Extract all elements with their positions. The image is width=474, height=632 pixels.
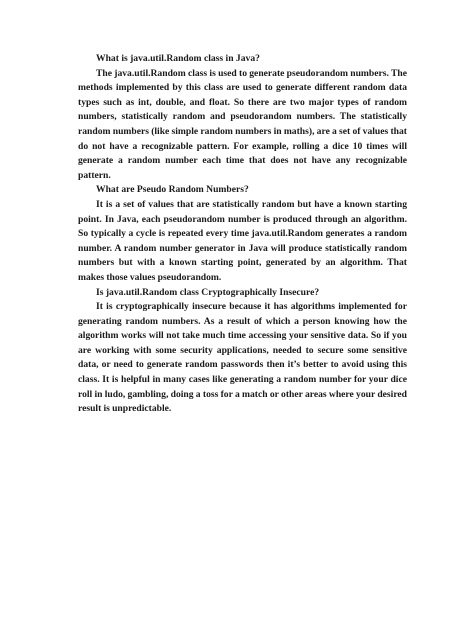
section-paragraph: It is a set of values that are statistically random but have a known starting point. In Java, each pseudorandom number is produced through an algorithm. So typically a cycle is repeated every time java.util.Random generates a random number. A random number generator in Java will produce statistically random numbers but with a known starting point, generated by an algorithm. That makes those values pseudorandom.	[78, 198, 407, 283]
section-heading: What is java.util.Random class in Java?	[96, 53, 260, 64]
section-paragraph: The java.util.Random class is used to generate pseudorandom numbers. The methods implemented by this class are used to generate different random data types such as int, double, and float. So there are two major types of random numbers, statistically random and pseudorandom numbers. The statistically random numbers (like simple random numbers in maths), are a set of values that do not have a recognizable pattern. For example, rolling a dice 10 times will generate a random number each time that does not have any recognizable pattern.	[78, 67, 407, 181]
section-java-util-random	[78, 52, 407, 183]
section-pseudo-random-numbers	[78, 183, 407, 285]
document-content	[78, 52, 407, 417]
section-heading: Is java.util.Random class Cryptographically Insecure?	[96, 286, 320, 298]
section-paragraph: It is cryptographically insecure because it has algorithms implemented for generating random numbers. As a result of which a person knowing how the algorithm works will not take much time accessing your sensitive data. So if you are working with some security applications, needed to secure some sensitive data, or need to generate random passwords then it’s better to avoid using this class. It is helpful in many cases like generating a random number for your dice roll in ludo, gambling, doing a toss for a match or other areas where your desired result is unpredictable.	[78, 301, 407, 415]
section-heading: What are Pseudo Random Numbers?	[96, 184, 249, 196]
section-cryptographic-insecurity	[78, 286, 407, 417]
